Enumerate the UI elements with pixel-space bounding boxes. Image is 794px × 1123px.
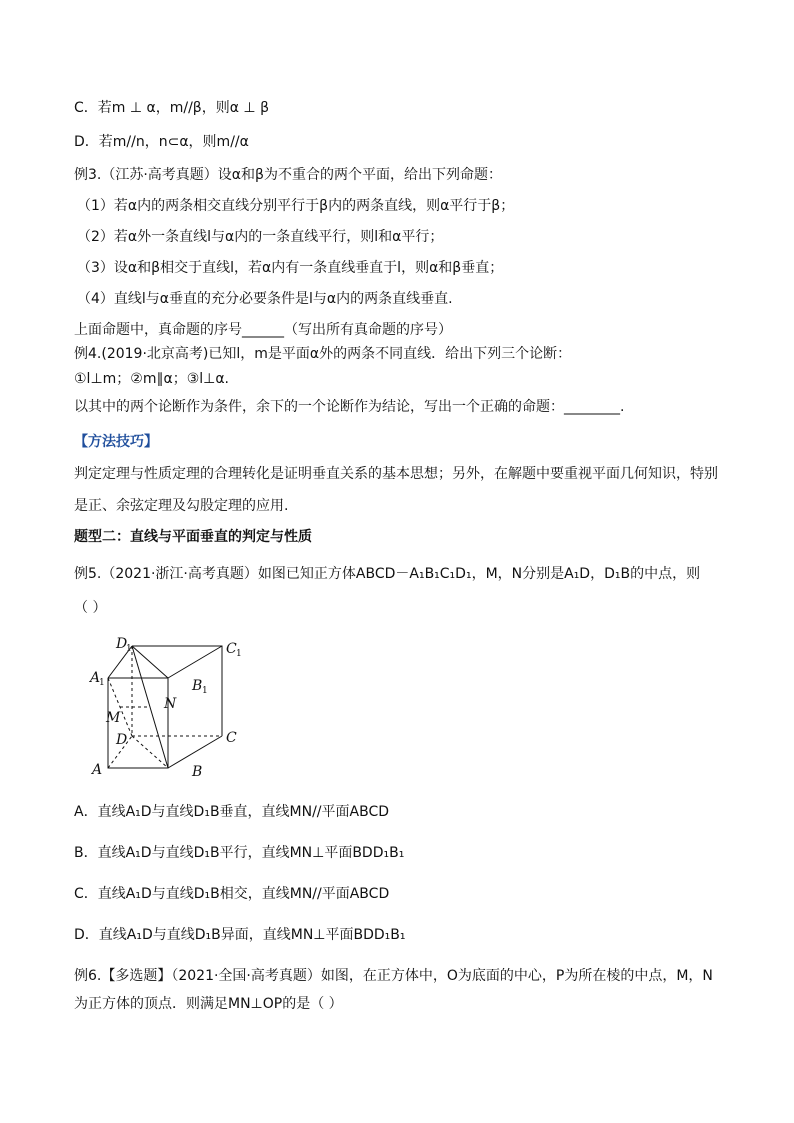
label-d1: D	[116, 636, 128, 652]
label-n: N	[164, 696, 177, 712]
example-5-option-c: C．直线A₁D与直线D₁B相交，直线MN//平面ABCD	[74, 886, 390, 902]
example-5-stem: 例5.（2021·浙江·高考真题）如图已知正方体ABCD－A₁B₁C₁D₁，M，N分别是A₁D，D₁B的中点，则	[74, 566, 701, 582]
section-title-type-2: 题型二：直线与平面垂直的判定与性质	[74, 529, 312, 545]
label-b: B	[192, 764, 203, 780]
label-m: M	[106, 710, 121, 726]
label-d: D	[116, 732, 128, 748]
method-text-2: 是正、余弦定理及勾股定理的应用.	[74, 498, 289, 514]
segment-d-b	[132, 736, 168, 768]
example-3-stem: 例3.（江苏·高考真题）设α和β为不重合的两个平面，给出下列命题：	[74, 167, 502, 183]
example-6-stem-2: 为正方体的顶点．则满足MN⊥OP的是（ ）	[74, 996, 343, 1012]
label-b1: B	[192, 678, 203, 694]
cube-edge	[168, 646, 222, 678]
method-text-1: 判定定理与性质定理的合理转化是证明垂直关系的基本思想；另外，在解题中要重视平面几何知识，特别	[74, 466, 718, 482]
example-5-option-a: A．直线A₁D与直线D₁B垂直，直线MN//平面ABCD	[74, 804, 390, 820]
example-3-item-4: （4）直线l与α垂直的充分必要条件是l与α内的两条直线垂直.	[77, 291, 453, 307]
example-5-paren: （ ）	[74, 600, 107, 616]
example-3-item-1: （1）若α内的两条相交直线分别平行于β内的两条直线，则α平行于β；	[77, 198, 515, 214]
label-a1: A	[90, 670, 101, 686]
label-c: C	[226, 730, 237, 746]
label-a: A	[92, 762, 103, 778]
segment-d1-b1	[132, 646, 168, 678]
example-6-stem-1: 例6.【多选题】（2021·全国·高考真题）如图，在正方体中，O为底面的中心，P为所在棱的中点，M，N	[74, 968, 713, 984]
option-d: D．若m//n，n⊂α，则m//α	[74, 134, 249, 150]
label-b1-sub: 1	[202, 686, 208, 696]
example-3-item-2: （2）若α外一条直线l与α内的一条直线平行，则l和α平行；	[77, 229, 444, 245]
example-5-option-b: B．直线A₁D与直线D₁B平行，直线MN⊥平面BDD₁B₁	[74, 845, 405, 861]
cube-figure	[80, 628, 260, 788]
example-5-option-d: D．直线A₁D与直线D₁B异面，直线MN⊥平面BDD₁B₁	[74, 927, 406, 943]
example-4-items: ①l⊥m；②m∥α；③l⊥α.	[74, 371, 230, 387]
example-4-stem: 例4.(2019·北京高考)已知l，m是平面α外的两条不同直线．给出下列三个论断：	[74, 346, 572, 362]
label-c1: C	[226, 641, 237, 657]
label-c1-sub: 1	[236, 649, 242, 659]
example-4-question: 以其中的两个论断作为条件，余下的一个论断作为结论，写出一个正确的命题：________.	[74, 399, 625, 415]
option-c: C．若m ⊥ α，m//β，则α ⊥ β	[74, 100, 270, 116]
example-3-item-3: （3）设α和β相交于直线l，若α内有一条直线垂直于l，则α和β垂直；	[77, 260, 504, 276]
label-a1-sub: 1	[99, 678, 105, 688]
label-d1-sub: 1	[126, 644, 132, 654]
example-3-question: 上面命题中，真命题的序号______（写出所有真命题的序号）	[74, 322, 452, 338]
method-title: 【方法技巧】	[74, 434, 158, 450]
